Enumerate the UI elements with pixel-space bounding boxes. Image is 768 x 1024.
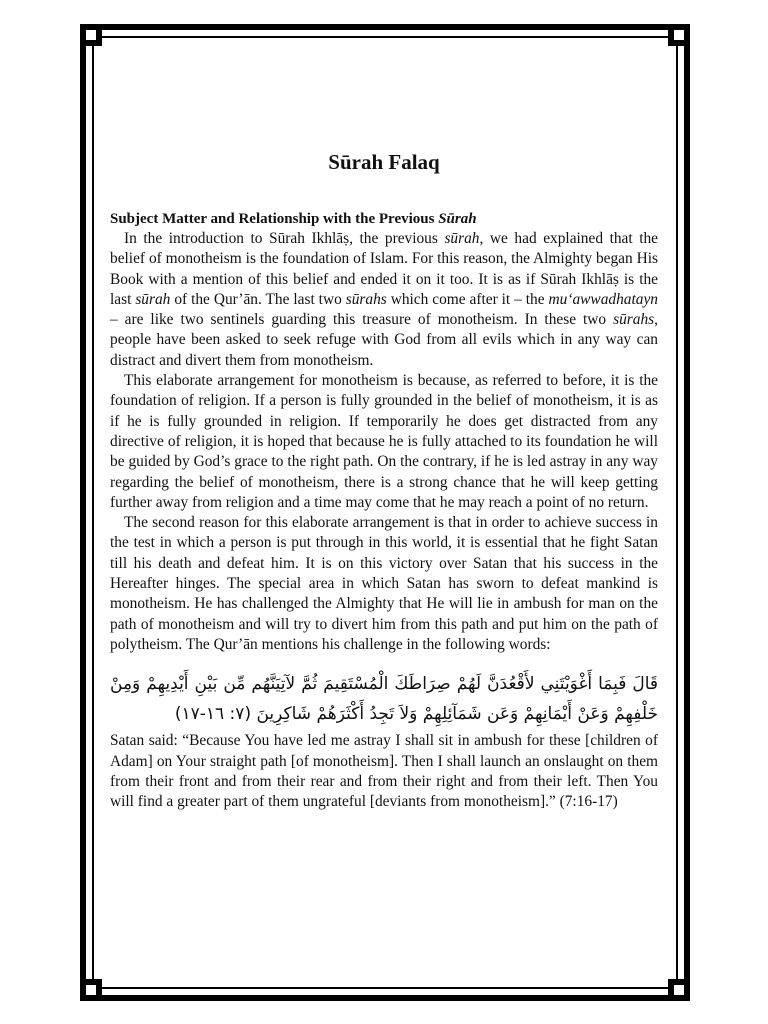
body-paragraphs: [110, 229, 658, 655]
body-paragraph: [110, 371, 658, 513]
paragraph-text: , people have been asked to seek refuge with God from all evils which in any way can distract and divert them from monotheism.: [110, 311, 658, 369]
border-corner-notch-top-left: [86, 30, 96, 40]
section-subheading: [110, 209, 658, 229]
paragraph-text: which come after it – the: [386, 290, 549, 308]
paragraph-text: The second reason for this elaborate arrangement is that in order to achieve success in the test in which a person is put through in this world, it is essential that he fight Satan till his death and defeat him. It is on this victory over Satan that his success in the Hereafter hinges. The special area in which Satan has sworn to defeat mankind is monotheism. He has challenged the Almighty that He will lie in ambush for man on the path of monotheism and will try to divert him from this path and put him on the path of polytheism. The Qur’ān mentions his challenge in the following words:: [110, 514, 658, 653]
border-corner-notch-bottom-right: [674, 985, 684, 995]
paragraph-text: In the introduction to Sūrah Ikhlāṣ, the previous: [124, 230, 445, 247]
subheading-text: Subject Matter and Relationship with the Previous: [110, 211, 439, 227]
arabic-verse: قَالَ فَبِمَا أَغْوَيْتَنِي لأَقْعُدَنَّ لَهُمْ صِرَاطَكَ الْمُسْتَقِيمَ ثُمَّ لآتِيَنَّهُم مِّن بَيْنِ أَيْدِيهِمْ وَمِنْ خَلْفِهِمْ وَعَنْ أَيْمَانِهِمْ وَعَن شَمَآئِلِهِمْ وَلاَ تَجِدُ أَكْثَرَهُمْ شَاكِرِينَ (٧: ١٦-١٧): [110, 674, 658, 725]
paragraph-text: , we had explained that the belief of monotheism is the foundation of Islam. For this reason, the Almighty began His Book with a mention of this belief and ended it on it too. It is as if Sūrah Ikhlāṣ is the last: [110, 230, 659, 308]
italic-term: sūrah: [135, 290, 171, 308]
italic-term: sūrah: [444, 230, 480, 247]
italic-term: mu‘awwadhatayn: [548, 290, 658, 308]
paragraph-text: of the Qur’ān. The last two: [170, 290, 346, 308]
border-corner-notch-bottom-left: [86, 985, 96, 995]
border-corner-notch-top-right: [674, 30, 684, 40]
body-paragraph: [110, 513, 658, 655]
paragraph-text: – are like two sentinels guarding this treasure of monotheism. In these two: [110, 311, 614, 329]
italic-term: sūrahs: [345, 290, 387, 308]
page-title: Sūrah Falaq: [328, 150, 440, 174]
subheading-italic: Sūrah: [438, 211, 477, 227]
verse-translation: Satan said: “Because You have led me astray I shall sit in ambush for these [children of Adam] on Your straight path [of monotheism]. Then I shall launch an onslaught on them from their front and from their rear and from their right and from their left. Then You will find a greater part of them ungrateful [deviants from monotheism].” (7:16-17): [110, 732, 658, 811]
page-content: [110, 150, 658, 812]
italic-term: sūrahs: [613, 311, 655, 329]
body-paragraph: [110, 229, 658, 371]
paragraph-text: This elaborate arrangement for monotheism is because, as referred to before, it is the foundation of religion. If a person is fully grounded in the belief of monotheism, it is as if he is fully grounded in religion. If temporarily he does get distracted from any directive of religion, it is hoped that because he is fully attached to its foundation he will be guided by God’s grace to the right path. On the contrary, if he is led astray in any way regarding the belief of monotheism, there is a strong chance that he will keep getting further away from religion and a time may come that he may reach a point of no return.: [110, 372, 658, 511]
